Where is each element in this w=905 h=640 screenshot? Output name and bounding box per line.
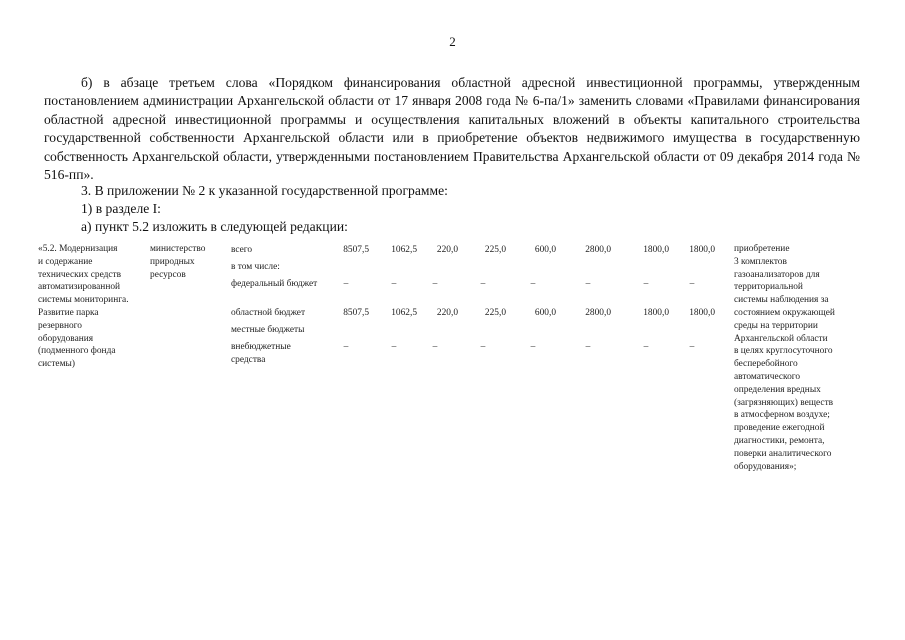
value-cell-regional-budget: 8507,5	[343, 308, 369, 318]
funding-source-federal-budget: федеральный бюджет	[231, 279, 318, 289]
value-cell-federal-budget: –	[432, 279, 438, 289]
value-cell-total: 1800,0	[689, 245, 715, 255]
result-line: Архангельской области	[734, 333, 828, 344]
result-line: системы наблюдения за	[734, 295, 829, 306]
funding-source-including: в том числе:	[231, 262, 280, 272]
value-cell-regional-budget: 600,0	[534, 308, 556, 318]
funding-source-total: всего	[231, 245, 253, 255]
value-cell-extra-budgetary: –	[689, 342, 695, 352]
value-cell-federal-budget: –	[480, 279, 486, 289]
result-line: оборудования»;	[734, 461, 797, 472]
value-cell-total: 2800,0	[585, 245, 611, 255]
value-cell-federal-budget: –	[585, 279, 591, 289]
item-3: 3. В приложении № 2 к указанной государственной программе:	[81, 183, 448, 198]
result-line: приобретение	[734, 244, 790, 254]
result-line: бесперебойного	[734, 359, 798, 370]
value-cell-regional-budget: 220,0	[436, 308, 458, 318]
value-cell-regional-budget: 1800,0	[689, 308, 715, 318]
value-cell-extra-budgetary: –	[432, 342, 438, 352]
result-line: среды на территории	[734, 320, 818, 331]
funding-source-extra-budgetary: внебюджетные средства	[231, 342, 291, 365]
measure-name-line: технических средств	[38, 269, 122, 280]
paragraph-b-text: б) в абзаце третьем слова «Порядком финансирования областной адресной инвестиционной программы, утвержденным постановлением администрации Архангельской области от 17 января 2008 года № 6-па/1» заменить словами «Правилами финансирования областной адресной инвестиционной программы и осуществления капитальных вложений в объекты капитального строительства государственной собственности Архангельской области или в приобретение объектов недвижимого имущества в государственную собственность Архангельской области, утвержденными постановлением Правительства Архангельской области от 09 декабря 2014 года № 516-пп».	[44, 75, 860, 183]
result-line: 3 комплектов	[734, 256, 787, 267]
value-cell-total: 1062,5	[391, 245, 417, 255]
page-number: 2	[449, 34, 456, 49]
value-cell-extra-budgetary: –	[391, 342, 397, 352]
result-line: газоанализаторов для	[734, 269, 820, 280]
result-line: определения вредных	[734, 384, 821, 395]
result-line: проведение ежегодной	[734, 423, 825, 434]
value-cell-regional-budget: 225,0	[484, 308, 506, 318]
value-cell-federal-budget: –	[343, 279, 349, 289]
value-cell-extra-budgetary: –	[480, 342, 486, 352]
result-line: в целях круглосуточного	[734, 346, 833, 357]
executor-line: ресурсов	[150, 269, 186, 280]
value-cell-total: 225,0	[484, 245, 506, 255]
result-line: автоматического	[734, 372, 801, 382]
value-cell-extra-budgetary: –	[643, 342, 649, 352]
result-line: поверки аналитического	[734, 448, 832, 459]
funding-source-local-budgets: местные бюджеты	[231, 325, 305, 335]
measure-name-line: (подменного фонда	[38, 346, 116, 357]
result-line: в атмосферном воздухе;	[734, 410, 830, 421]
value-cell-total: 600,0	[534, 245, 556, 255]
result-line: территориальной	[734, 282, 803, 293]
value-cell-extra-budgetary: –	[343, 342, 349, 352]
measure-name-line: резервного	[38, 320, 82, 331]
result-line: (загрязняющих) веществ	[734, 397, 834, 408]
paragraph-b	[44, 74, 860, 184]
value-cell-total: 1800,0	[643, 245, 669, 255]
measure-name-line: системы)	[38, 359, 75, 370]
measure-name-line: системы мониторинга.	[38, 295, 129, 306]
value-cell-total: 220,0	[436, 245, 458, 255]
value-cell-regional-budget: 1800,0	[643, 308, 669, 318]
value-cell-federal-budget: –	[391, 279, 397, 289]
value-cell-federal-budget: –	[689, 279, 695, 289]
result-line: состоянием окружающей	[734, 308, 835, 318]
executor-line: министерство	[150, 244, 206, 254]
item-1: 1) в разделе I:	[81, 201, 161, 216]
funding-source-regional-budget: областной бюджет	[231, 308, 306, 318]
executor-line: природных	[150, 256, 195, 267]
measure-name-line: Развитие парка	[38, 308, 99, 318]
value-cell-extra-budgetary: –	[585, 342, 591, 352]
value-cell-federal-budget: –	[643, 279, 649, 289]
result-line: диагностики, ремонта,	[734, 436, 825, 446]
measure-name-line: и содержание	[38, 256, 93, 267]
value-cell-extra-budgetary: –	[530, 342, 536, 352]
item-a: а) пункт 5.2 изложить в следующей редакции:	[81, 219, 348, 234]
value-cell-regional-budget: 2800,0	[585, 308, 611, 318]
measure-name-line: оборудования	[38, 333, 94, 344]
value-cell-regional-budget: 1062,5	[391, 308, 417, 318]
measure-name-line: автоматизированной	[38, 282, 121, 293]
value-cell-federal-budget: –	[530, 279, 536, 289]
value-cell-total: 8507,5	[343, 245, 369, 255]
measure-name-line: «5.2. Модернизация	[38, 244, 118, 254]
